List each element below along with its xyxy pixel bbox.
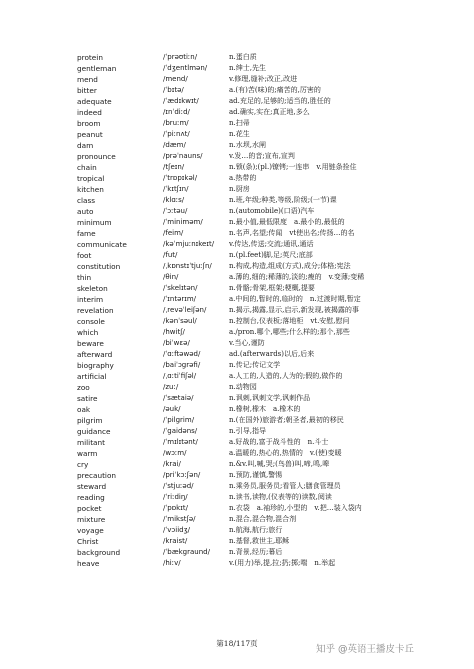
vocab-word: kitchen	[77, 185, 104, 194]
page-number: 第18/117页	[216, 639, 258, 648]
vocab-word: foot	[77, 251, 92, 260]
vocab-phonetic: /dæm/	[163, 141, 186, 149]
vocab-definition: a.中间的,暂时的,临时的 n.过渡时期,暂定	[229, 295, 361, 303]
vocab-row	[0, 118, 474, 129]
vocab-phonetic: /priˈkɔːʃən/	[163, 471, 201, 479]
vocab-definition: a.薄的,细的;稀薄的,淡的;瘦的 v.变薄;变稀	[229, 273, 365, 281]
vocab-phonetic: /biˈwɛə/	[163, 339, 190, 347]
vocab-row	[0, 547, 474, 558]
vocab-word: mixture	[77, 515, 106, 524]
vocab-definition: n.水坝,水闸	[229, 141, 266, 149]
vocab-phonetic: /ˈminiməm/	[163, 218, 203, 226]
vocab-phonetic: /kəˈmjuːnɪkeɪt/	[163, 240, 215, 248]
vocab-definition: a.温暖的,热心的,热情的 v.(使)变暖	[229, 449, 342, 457]
vocab-row	[0, 52, 474, 63]
vocab-row	[0, 459, 474, 470]
vocab-phonetic: /kraist/	[163, 537, 188, 545]
vocab-row	[0, 63, 474, 74]
vocab-phonetic: /ˈprəʊtiːn/	[163, 53, 198, 61]
vocab-phonetic: /ˈbækgraund/	[163, 548, 210, 556]
vocab-word: guidance	[77, 427, 111, 436]
vocab-definition: v.修理,缝补;改正,改进	[229, 75, 298, 83]
vocab-word: oak	[77, 405, 91, 414]
vocab-word: indeed	[77, 108, 102, 117]
vocab-word: voyage	[77, 526, 104, 535]
vocab-phonetic: /ˈvɔiidʒ/	[163, 526, 191, 534]
vocab-word: pronounce	[77, 152, 116, 161]
vocab-definition: n.扫帚	[229, 119, 250, 127]
vocab-phonetic: /kənˈsəul/	[163, 317, 197, 325]
vocab-word: biography	[77, 361, 114, 370]
vocab-row	[0, 173, 474, 184]
vocab-definition: n.蛋白质	[229, 53, 257, 61]
vocab-definition: n.锁(条);(pl.)镣铐;一连串 v.用链条拴住	[229, 163, 357, 171]
vocab-phonetic: /ˈgaidəns/	[163, 427, 198, 435]
vocab-word: artificial	[77, 372, 107, 381]
vocab-row	[0, 404, 474, 415]
watermark: 知乎 @英语王播皮卡丘	[316, 644, 415, 655]
vocab-row	[0, 426, 474, 437]
vocab-definition: n.橡树,橡木 a.橡木的	[229, 405, 301, 413]
vocab-row	[0, 283, 474, 294]
vocab-phonetic: /hwitʃ/	[163, 328, 185, 336]
vocab-definition: n.(automobile)(口语)汽车	[229, 207, 315, 215]
vocab-definition: n.揭示,揭露,显示,启示,新发现,被揭露的事	[229, 306, 359, 314]
vocab-row	[0, 360, 474, 371]
vocab-word: communicate	[77, 240, 127, 249]
vocab-word: revelation	[77, 306, 114, 315]
vocab-row	[0, 239, 474, 250]
vocab-row	[0, 305, 474, 316]
vocab-word: interim	[77, 295, 104, 304]
vocab-phonetic: /klɑːs/	[163, 196, 185, 204]
vocab-phonetic: /ˈmɪlɪtənt/	[163, 438, 198, 446]
vocab-row	[0, 514, 474, 525]
vocab-row	[0, 503, 474, 514]
vocab-phonetic: /ˈskelɪtən/	[163, 284, 198, 292]
vocab-phonetic: /hiːv/	[163, 559, 181, 567]
vocab-row	[0, 294, 474, 305]
vocab-word: beware	[77, 339, 104, 348]
vocab-word: heave	[77, 559, 100, 568]
vocab-word: dam	[77, 141, 94, 150]
vocab-definition: n.基督,救世主,耶稣	[229, 537, 290, 545]
vocab-row	[0, 85, 474, 96]
vocab-word: warm	[77, 449, 98, 458]
vocab-definition: n.读书,读物,(仪表等的)读数,阅读	[229, 493, 332, 501]
vocab-definition: n.绅士,先生	[229, 64, 266, 72]
vocab-phonetic: /ˈsætaiə/	[163, 394, 194, 402]
vocab-word: bitter	[77, 86, 97, 95]
vocab-word: gentleman	[77, 64, 117, 73]
vocab-definition: n.控制台,仪表板;落地柜 vt.安慰,慰问	[229, 317, 350, 325]
vocab-phonetic: /ˈtrɒpɪkəl/	[163, 174, 198, 182]
vocab-word: zoo	[77, 383, 90, 392]
vocab-row	[0, 393, 474, 404]
vocab-phonetic: /wɔːm/	[163, 449, 187, 457]
vocab-phonetic: /ˌrevəˈleiʃən/	[163, 306, 207, 314]
vocab-definition: n.班,年级;种类,等级,阶级;(一节)课	[229, 196, 337, 204]
vocab-word: protein	[77, 53, 103, 62]
vocab-definition: ad.确实,实在;真正地,多么	[229, 108, 310, 116]
vocab-definition: n.引导,指导	[229, 427, 266, 435]
vocab-word: constitution	[77, 262, 121, 271]
vocab-word: reading	[77, 493, 105, 502]
vocab-definition: ad.充足的,足够的;适当的,胜任的	[229, 97, 331, 105]
vocab-row	[0, 272, 474, 283]
vocab-phonetic: /ˈɪntərɪm/	[163, 295, 197, 303]
vocab-phonetic: /fut/	[163, 251, 178, 259]
vocab-definition: n.背景,经历;幕后	[229, 548, 283, 556]
vocab-row	[0, 206, 474, 217]
vocab-phonetic: /ˈbɪtə/	[163, 86, 184, 94]
vocab-word: console	[77, 317, 105, 326]
vocab-word: tropical	[77, 174, 105, 183]
vocab-row	[0, 382, 474, 393]
vocab-phonetic: /bruːm/	[163, 119, 189, 127]
vocab-row	[0, 261, 474, 272]
vocab-word: precaution	[77, 471, 117, 480]
vocab-word: class	[77, 196, 96, 205]
vocab-word: minimum	[77, 218, 112, 227]
vocab-row	[0, 107, 474, 118]
vocab-definition: n.乘务员,服务员;看管人;膳食管理员	[229, 482, 341, 490]
vocab-row	[0, 151, 474, 162]
vocab-definition: n.衣袋 a.袖珍的,小型的 v.把…装入袋内	[229, 504, 362, 512]
vocab-row	[0, 437, 474, 448]
vocab-word: satire	[77, 394, 98, 403]
vocab-definition: n.预防,谨慎,警惕	[229, 471, 283, 479]
vocab-phonetic: /ˈstjuːəd/	[163, 482, 194, 490]
vocab-definition: v.(用力)举,提,拉;扔;掷;喘 n.举起	[229, 559, 336, 567]
vocab-phonetic: /ˌkɒnstɪˈtjuːʃn/	[163, 262, 212, 270]
vocab-definition: a.热带的	[229, 174, 257, 182]
vocab-row	[0, 448, 474, 459]
vocab-definition: a./pron.哪个,哪些;什么样的;那个,那些	[229, 328, 350, 336]
vocab-word: thin	[77, 273, 92, 282]
vocab-row	[0, 338, 474, 349]
vocab-word: afterward	[77, 350, 113, 359]
vocab-row	[0, 470, 474, 481]
vocab-word: adequate	[77, 97, 112, 106]
vocab-definition: n.传记;传记文学	[229, 361, 281, 369]
vocab-definition: a.好战的,富于战斗性的 n.斗士	[229, 438, 329, 446]
vocab-row	[0, 525, 474, 536]
vocab-phonetic: /ˈpilgrim/	[163, 416, 195, 424]
vocab-definition: a.(有)苦(味)的;痛苦的,厉害的	[229, 86, 321, 94]
vocab-phonetic: /feim/	[163, 229, 184, 237]
vocab-row	[0, 74, 474, 85]
vocab-phonetic: /ˈɑːftəwəd/	[163, 350, 201, 358]
vocab-definition: n.讽刺,讽刺文学,讽刺作品	[229, 394, 311, 402]
vocab-definition: n.名声,名望;传闻 vt使出名;传扬…的名	[229, 229, 355, 237]
vocab-definition: n.混合,混合物,混合剂	[229, 515, 297, 523]
vocab-row	[0, 250, 474, 261]
vocab-phonetic: /ˈkɪtʃɪn/	[163, 185, 189, 193]
vocab-word: pocket	[77, 504, 102, 513]
vocab-row	[0, 184, 474, 195]
vocab-row	[0, 371, 474, 382]
vocab-definition: n.花生	[229, 130, 250, 138]
vocab-phonetic: /ˈriːdiŋ/	[163, 493, 188, 501]
vocab-definition: n.(在国外)旅游者;朝圣者,最初的移民	[229, 416, 344, 424]
vocab-phonetic: /baiˈɔgrəfi/	[163, 361, 201, 369]
vocab-definition: n.骨骼;骨架,框架;梗概,提要	[229, 284, 315, 292]
vocab-definition: a.人工的,人造的,人为的;假的,做作的	[229, 372, 343, 380]
vocab-definition: n.构成,构造,组成(方式),成分;体格;宪法	[229, 262, 351, 270]
vocab-word: peanut	[77, 130, 103, 139]
vocab-row	[0, 228, 474, 239]
vocab-phonetic: /ɪnˈdiːd/	[163, 108, 190, 116]
vocab-phonetic: /ˈpiːnʌt/	[163, 130, 190, 138]
vocab-row	[0, 492, 474, 503]
vocab-phonetic: /ˈmikstʃə/	[163, 515, 196, 523]
vocab-definition: v.发…的音;宣布,宣判	[229, 152, 295, 160]
vocab-list	[0, 52, 474, 569]
vocab-word: broom	[77, 119, 101, 128]
vocab-word: militant	[77, 438, 106, 447]
vocab-word: mend	[77, 75, 98, 84]
vocab-phonetic: /krai/	[163, 460, 181, 468]
vocab-row	[0, 327, 474, 338]
vocab-word: Christ	[77, 537, 99, 546]
vocab-definition: v.当心,谨防	[229, 339, 265, 347]
vocab-row	[0, 536, 474, 547]
vocab-word: pilgrim	[77, 416, 103, 425]
vocab-word: chain	[77, 163, 97, 172]
vocab-phonetic: /prəˈnauns/	[163, 152, 203, 160]
vocab-row	[0, 316, 474, 327]
vocab-phonetic: /ˈdʒentlmən/	[163, 64, 208, 72]
vocab-phonetic: /ˈɔːtəu/	[163, 207, 188, 215]
vocab-phonetic: /mend/	[163, 75, 188, 83]
vocab-definition: n.厨房	[229, 185, 250, 193]
vocab-row	[0, 558, 474, 569]
vocab-word: which	[77, 328, 99, 337]
vocab-row	[0, 349, 474, 360]
vocab-phonetic: /əuk/	[163, 405, 181, 413]
vocab-phonetic: /tʃeɪn/	[163, 163, 185, 171]
vocab-word: auto	[77, 207, 94, 216]
vocab-phonetic: /ˌɑːtiˈfiʃəl/	[163, 372, 197, 380]
vocab-word: fame	[77, 229, 96, 238]
vocab-row	[0, 162, 474, 173]
vocab-definition: n.动物园	[229, 383, 257, 391]
vocab-word: cry	[77, 460, 89, 469]
vocab-row	[0, 217, 474, 228]
vocab-row	[0, 129, 474, 140]
vocab-definition: n.最小值,最低限度 a.最小的,最低的	[229, 218, 345, 226]
vocab-row	[0, 96, 474, 107]
vocab-definition: ad.(afterwards)以后,后来	[229, 350, 315, 358]
vocab-definition: v.传达,传送;交流;通讯,通话	[229, 240, 314, 248]
vocab-row	[0, 481, 474, 492]
vocab-phonetic: /ˈædɪkwɪt/	[163, 97, 199, 105]
vocab-word: skeleton	[77, 284, 108, 293]
vocab-row	[0, 195, 474, 206]
vocab-definition: n.航海,航行;旅行	[229, 526, 283, 534]
vocab-phonetic: /θin/	[163, 273, 179, 281]
vocab-definition: n.&v.叫,喊,哭;(鸟兽)叫,啼,鸣,嗥	[229, 460, 330, 468]
vocab-row	[0, 140, 474, 151]
vocab-row	[0, 415, 474, 426]
vocab-word: background	[77, 548, 121, 557]
vocab-word: steward	[77, 482, 107, 491]
vocab-phonetic: /zuː/	[163, 383, 179, 391]
vocab-phonetic: /ˈpɒkɪt/	[163, 504, 188, 512]
vocab-definition: n.(pl.feet)脚,足;英尺;底部	[229, 251, 313, 259]
